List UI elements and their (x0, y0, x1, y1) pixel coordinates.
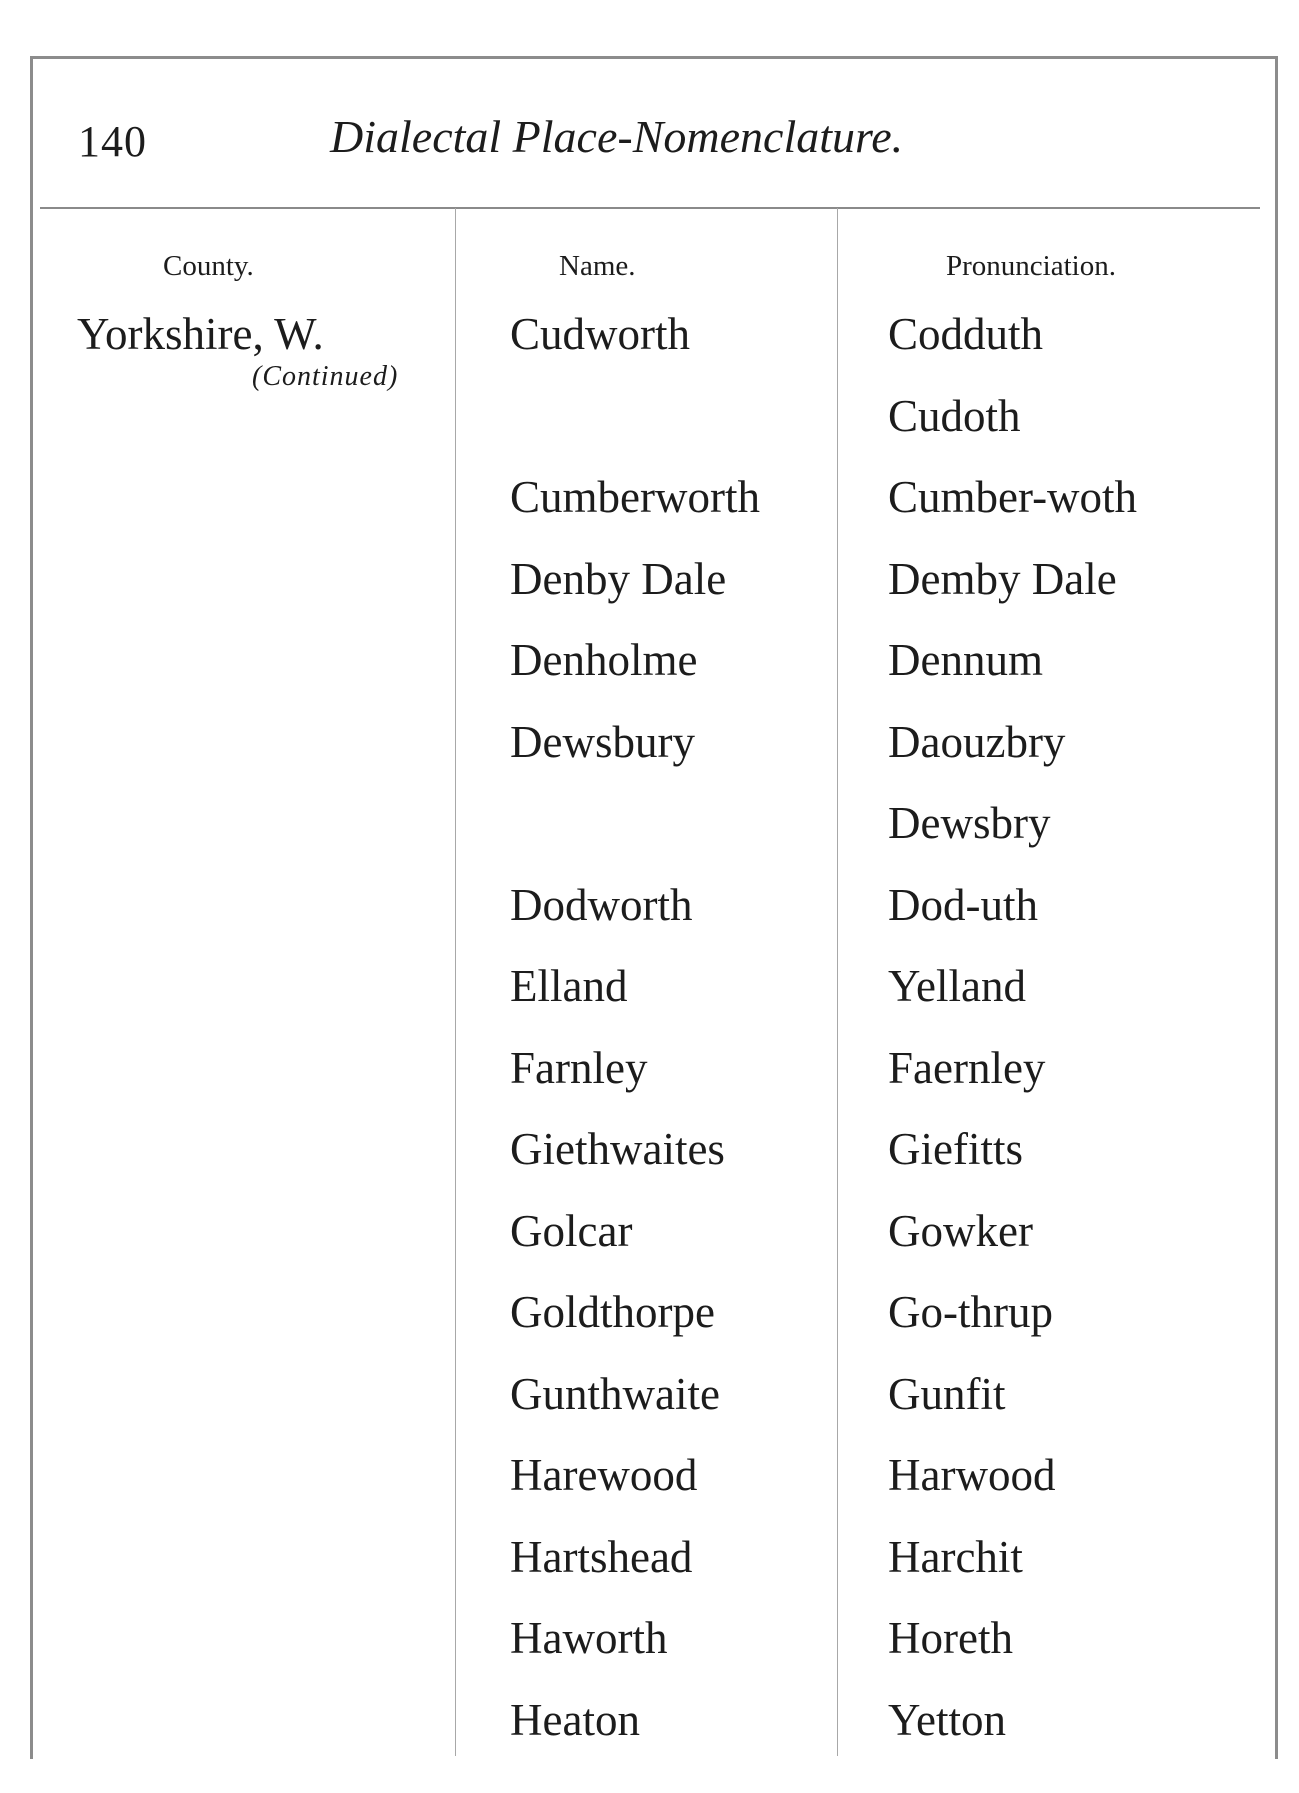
entry-name: Elland (510, 961, 628, 1011)
entry-pronunciation: Faernley (888, 1042, 1046, 1093)
entry-name: Gunthwaite (510, 1368, 720, 1419)
entry-pronunciation: Harwood (888, 1450, 1056, 1500)
entry-pronunciation: Dod-uth (888, 879, 1038, 930)
entry-pronunciation: Demby Dale (888, 553, 1117, 604)
entry-name: Hartshead (510, 1531, 693, 1582)
entry-name: Heaton (510, 1694, 640, 1745)
entry-pronunciation: Cudoth (888, 390, 1021, 441)
entry-name: Golcar (510, 1205, 633, 1256)
entry-pronunciation: Gowker (888, 1205, 1033, 1256)
entry-pronunciation: Yelland (888, 961, 1026, 1011)
entry-name: Denholme (510, 635, 698, 685)
column-divider-name-pronunciation (837, 208, 838, 1756)
column-header-name: Name. (559, 250, 636, 282)
entry-pronunciation: Gunfit (888, 1368, 1006, 1419)
entry-pronunciation: Horeth (888, 1613, 1013, 1663)
entry-pronunciation: Codduth (888, 309, 1044, 359)
entry-pronunciation: Giefitts (888, 1124, 1023, 1174)
page-number: 140 (78, 117, 147, 166)
county-continued-note: (Continued) (252, 361, 399, 392)
header-rule (40, 207, 1260, 209)
entry-name: Goldthorpe (510, 1287, 715, 1337)
column-header-pronunciation: Pronunciation. (946, 250, 1116, 282)
entry-pronunciation: Dennum (888, 635, 1043, 685)
entry-pronunciation: Daouzbry (888, 716, 1066, 767)
entry-pronunciation: Dewsbry (888, 798, 1051, 848)
county-name: Yorkshire, W. (77, 309, 324, 359)
column-divider-county-name (455, 208, 456, 1756)
entry-pronunciation: Cumber-woth (888, 472, 1138, 522)
entry-name: Harewood (510, 1450, 698, 1500)
entry-name: Dewsbury (510, 716, 695, 767)
entry-name: Giethwaites (510, 1124, 725, 1174)
entry-name: Denby Dale (510, 553, 727, 604)
entry-name: Cudworth (510, 309, 690, 359)
entry-name: Cumberworth (510, 472, 760, 522)
entry-name: Haworth (510, 1613, 668, 1663)
entry-pronunciation: Yetton (888, 1694, 1006, 1745)
entry-pronunciation: Go-thrup (888, 1287, 1053, 1337)
running-title: Dialectal Place-Nomenclature. (330, 111, 904, 162)
entry-name: Dodworth (510, 879, 693, 930)
entry-name: Farnley (510, 1042, 648, 1093)
entry-pronunciation: Harchit (888, 1531, 1023, 1582)
column-header-county: County. (163, 250, 254, 282)
